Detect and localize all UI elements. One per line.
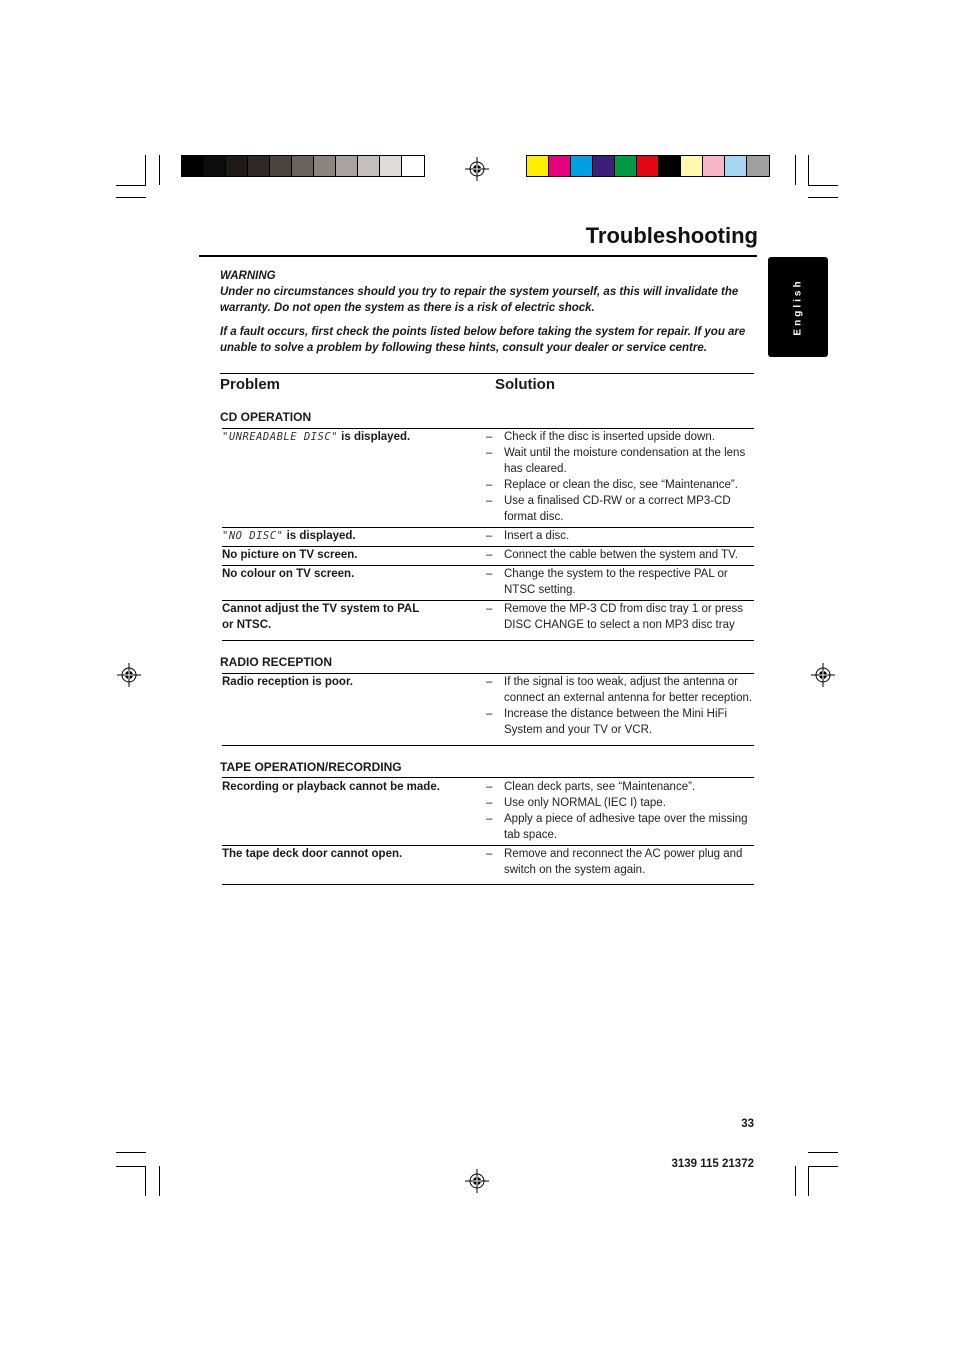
solution-item: – Remove the MP-3 CD from disc tray 1 or press DISC CHANGE to select a non MP3 disc tray — [486, 601, 756, 633]
language-tab-label: English — [792, 278, 804, 336]
crop-mark — [116, 185, 146, 186]
solution-list — [486, 547, 756, 563]
crop-mark — [116, 1152, 146, 1153]
color-swatch — [380, 156, 402, 176]
row-divider — [222, 640, 754, 641]
color-swatch — [270, 156, 292, 176]
crop-mark — [808, 155, 809, 185]
lcd-message: "UNREADABLE DISC" — [222, 431, 338, 443]
warning-heading: WARNING — [220, 270, 276, 282]
solution-item: – Wait until the moisture condensation at the lens has cleared. — [486, 445, 756, 477]
section-heading-radio: RADIO RECEPTION — [220, 655, 333, 669]
color-swatch — [747, 156, 769, 176]
language-tab — [768, 257, 828, 357]
solution-item: – Replace or clean the disc, see “Maintenance”. — [486, 477, 756, 493]
problem-recording-playback: Recording or playback cannot be made. — [222, 781, 440, 793]
crop-mark — [808, 1166, 838, 1167]
row-divider — [222, 884, 754, 885]
crop-mark — [808, 197, 838, 198]
solution-item: – Use a finalised CD-RW or a correct MP3-CD format disc. — [486, 493, 756, 525]
color-swatch — [527, 156, 549, 176]
solution-item: – Remove and reconnect the AC power plug and switch on the system again. — [486, 846, 756, 878]
crop-mark — [116, 197, 146, 198]
warning-text: Under no circumstances should you try to repair the system yourself, as this will invalidate the warranty. Do not open the system as there is a risk of electric shock. — [220, 286, 739, 314]
solution-list — [486, 601, 756, 633]
problem-no-disc — [222, 528, 472, 544]
color-swatch — [226, 156, 248, 176]
section-heading-cd: CD OPERATION — [220, 410, 312, 424]
page-title: Troubleshooting — [585, 223, 758, 248]
color-swatch — [182, 156, 204, 176]
problem-text: is displayed. — [337, 431, 411, 443]
solution-item: – Check if the disc is inserted upside down. — [486, 429, 756, 445]
registration-mark-icon — [465, 157, 489, 181]
document-code: 3139 115 21372 — [671, 1158, 754, 1170]
problem-tape-door: The tape deck door cannot open. — [222, 848, 403, 860]
registration-mark-icon — [117, 663, 141, 687]
crop-mark — [808, 185, 838, 186]
color-swatch — [292, 156, 314, 176]
solution-item: – Insert a disc. — [486, 528, 756, 544]
color-swatch — [402, 156, 424, 176]
color-swatch — [659, 156, 681, 176]
solution-item: – Connect the cable betwen the system and TV. — [486, 547, 756, 563]
solution-item: – Apply a piece of adhesive tape over the missing tab space. — [486, 811, 756, 843]
registration-mark-icon — [465, 1169, 489, 1193]
solution-item: – Use only NORMAL (IEC I) tape. — [486, 795, 756, 811]
lcd-message: "NO DISC" — [222, 530, 284, 542]
crop-mark — [159, 155, 160, 185]
row-divider — [222, 745, 754, 746]
registration-mark-icon — [811, 663, 835, 687]
problem-text: is displayed. — [283, 530, 356, 542]
solution-list — [486, 429, 756, 525]
crop-mark — [145, 155, 146, 185]
solution-list — [486, 674, 756, 738]
header-rule — [220, 373, 754, 374]
color-swatch — [681, 156, 703, 176]
crop-mark — [795, 155, 796, 185]
solution-list — [486, 846, 756, 878]
color-swatch — [571, 156, 593, 176]
problem-radio-reception: Radio reception is poor. — [222, 676, 353, 688]
solution-item: – Clean deck parts, see “Maintenance”. — [486, 779, 756, 795]
color-swatch — [549, 156, 571, 176]
solution-list — [486, 566, 756, 598]
problem-no-picture: No picture on TV screen. — [222, 549, 358, 561]
page-number: 33 — [741, 1118, 754, 1130]
crop-mark — [808, 1152, 838, 1153]
crop-mark — [145, 1166, 146, 1196]
title-rule — [199, 255, 757, 257]
color-swatch — [336, 156, 358, 176]
problem-no-colour: No colour on TV screen. — [222, 568, 355, 580]
section-heading-tape: TAPE OPERATION/RECORDING — [220, 760, 402, 774]
color-swatch — [637, 156, 659, 176]
color-swatch — [248, 156, 270, 176]
color-swatch — [703, 156, 725, 176]
color-swatch — [593, 156, 615, 176]
row-divider — [222, 777, 754, 778]
fault-instructions: If a fault occurs, first check the points listed below before taking the system for repair. If you are unable to solve a problem by following these hints, consult your dealer or service centre. — [220, 326, 746, 354]
color-swatch — [314, 156, 336, 176]
solution-item: – If the signal is too weak, adjust the antenna or connect an external antenna for better reception. — [486, 674, 756, 706]
grayscale-calibration-strip — [181, 155, 425, 177]
solution-list — [486, 779, 756, 843]
crop-mark — [159, 1166, 160, 1196]
solution-item: – Change the system to the respective PAL or NTSC setting. — [486, 566, 756, 598]
color-swatch — [204, 156, 226, 176]
crop-mark — [116, 1166, 146, 1167]
crop-mark — [808, 1166, 809, 1196]
solution-list — [486, 528, 756, 544]
problem-column-header: Problem — [220, 376, 281, 393]
solution-item: – Increase the distance between the Mini HiFi System and your TV or VCR. — [486, 706, 756, 738]
color-calibration-strip — [526, 155, 770, 177]
crop-mark — [795, 1166, 796, 1196]
color-swatch — [615, 156, 637, 176]
problem-tv-system: Cannot adjust the TV system to PAL or NTSC. — [222, 603, 420, 631]
solution-column-header: Solution — [495, 376, 555, 393]
color-swatch — [358, 156, 380, 176]
problem-unreadable-disc — [222, 429, 472, 445]
color-swatch — [725, 156, 747, 176]
